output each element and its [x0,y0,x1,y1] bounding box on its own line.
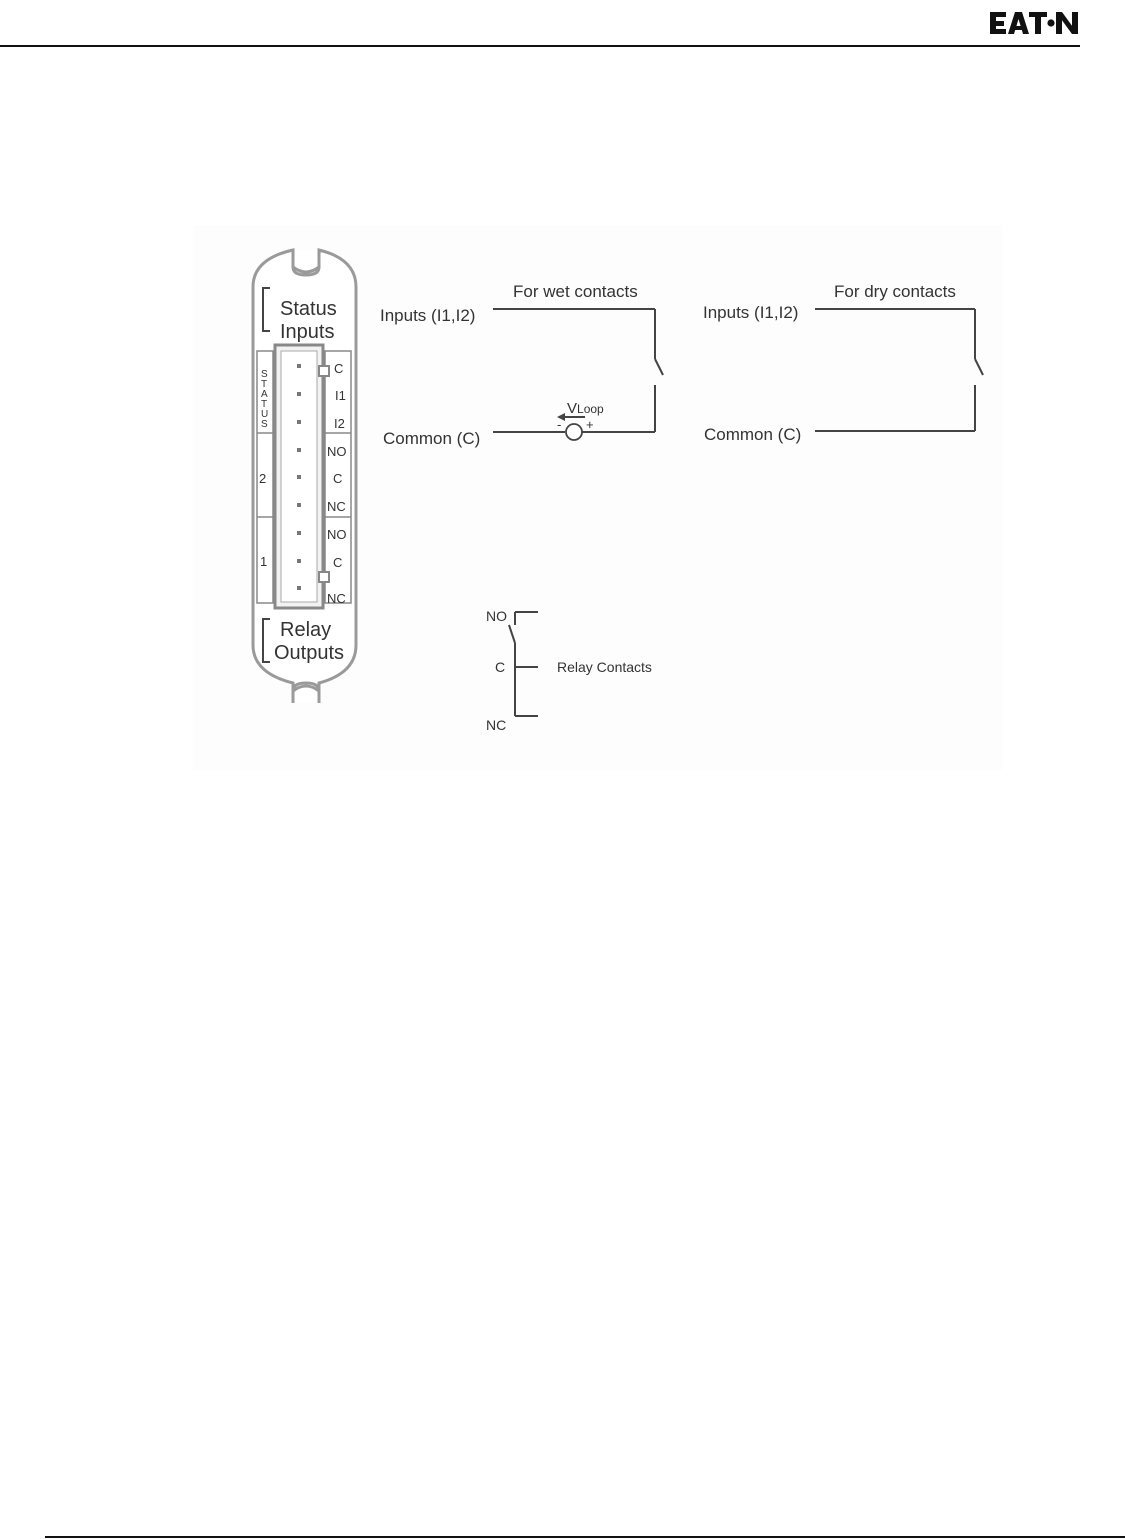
wet-inputs-label: Inputs (I1,I2) [380,306,476,325]
svg-text:T: T [261,379,268,390]
svg-text:S: S [261,369,268,380]
vloop-minus-sign: - [557,417,562,432]
relay-outputs-label-line2: Outputs [274,642,345,664]
svg-text:I2: I2 [334,416,345,431]
svg-text:S: S [261,419,268,430]
relay-outputs-label-line1: Relay [280,619,332,641]
dry-common-label: Common (C) [704,425,802,444]
vloop-plus-sign: + [586,417,594,432]
dry-inputs-label: Inputs (I1,I2) [703,303,799,322]
svg-text:NO: NO [327,444,347,459]
svg-text:A: A [261,389,268,400]
svg-text:U: U [261,409,269,420]
side-relay-1-label: 1 [260,554,268,569]
svg-text:NO: NO [327,527,347,542]
vloop-label: VLoop [567,400,604,417]
svg-text:C: C [334,361,344,376]
wet-contacts-title: For wet contacts [513,282,638,301]
relay-nc-label: NC [486,717,507,733]
wiring-diagram [193,225,1003,770]
status-inputs-label-line2: Inputs [280,321,335,343]
relay-no-label: NO [486,608,507,624]
wet-common-label: Common (C) [383,429,481,448]
header-rule [0,45,1080,47]
relay-contacts-label: Relay Contacts [557,659,652,675]
status-inputs-label-line1: Status [280,298,337,320]
svg-text:NC: NC [327,499,346,514]
svg-text:C: C [333,471,343,486]
svg-text:I1: I1 [335,388,346,403]
footer-rule [45,1536,1125,1538]
side-status-label [261,369,268,430]
svg-text:T: T [261,399,268,410]
svg-text:NC: NC [327,591,346,606]
dry-contacts-title: For dry contacts [834,282,956,301]
side-relay-2-label: 2 [259,471,267,486]
eaton-logo [988,8,1080,38]
svg-text:C: C [333,555,343,570]
relay-c-label: C [495,659,506,675]
